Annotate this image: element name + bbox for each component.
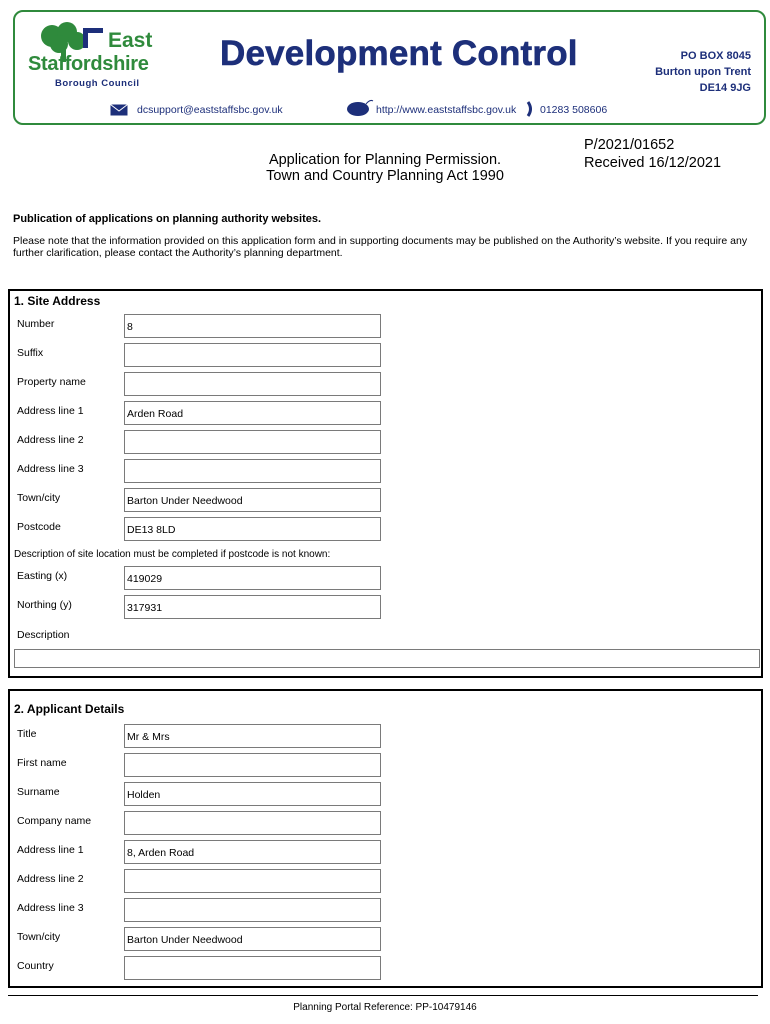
site-address-line-3-field[interactable] bbox=[124, 459, 381, 483]
site-suffix-field[interactable] bbox=[124, 343, 381, 367]
application-title-line-1: Application for Planning Permission. bbox=[268, 152, 502, 168]
address-line-3: DE14 9JG bbox=[699, 82, 751, 94]
easting-field[interactable]: 419029 bbox=[124, 566, 381, 590]
publication-text: Please note that the information provided on this application form and in supporting documents may be published on the Authority’s website. If you require any further clarification, please contact the Authority’s planning department. bbox=[13, 235, 748, 259]
site-property-name-field[interactable] bbox=[124, 372, 381, 396]
mouse-icon bbox=[346, 97, 374, 117]
application-reference bbox=[584, 136, 721, 172]
applicant-address-line-3-field[interactable] bbox=[124, 898, 381, 922]
site-town-field[interactable]: Barton Under Needwood bbox=[124, 488, 381, 512]
field-label: Postcode bbox=[17, 521, 61, 533]
email-link[interactable]: dcsupport@eaststaffsbc.gov.uk bbox=[137, 104, 283, 116]
site-postcode-field[interactable]: DE13 8LD bbox=[124, 517, 381, 541]
field-label: Country bbox=[17, 960, 54, 972]
field-label: Address line 3 bbox=[17, 902, 84, 914]
applicant-company-field[interactable] bbox=[124, 811, 381, 835]
applicant-town-field[interactable]: Barton Under Needwood bbox=[124, 927, 381, 951]
application-title bbox=[235, 152, 535, 184]
field-label: Address line 2 bbox=[17, 434, 84, 446]
applicant-title-field[interactable]: Mr & Mrs bbox=[124, 724, 381, 748]
field-label: Easting (x) bbox=[17, 570, 68, 582]
field-label: Description bbox=[17, 629, 70, 641]
logo-text-borough-council: Borough Council bbox=[55, 78, 140, 89]
website-link[interactable]: http://www.eaststaffsbc.gov.uk bbox=[376, 104, 517, 116]
northing-field[interactable]: 317931 bbox=[124, 595, 381, 619]
page-title: Development Control bbox=[220, 34, 578, 73]
description-field[interactable] bbox=[14, 649, 760, 668]
field-label: Town/city bbox=[17, 931, 61, 943]
applicant-address-line-1-field[interactable]: 8, Arden Road bbox=[124, 840, 381, 864]
site-number-field[interactable]: 8 bbox=[124, 314, 381, 338]
field-label: Address line 3 bbox=[17, 463, 84, 475]
field-label: First name bbox=[17, 757, 67, 769]
field-label: Address line 2 bbox=[17, 873, 84, 885]
logo-text-east: East bbox=[108, 29, 153, 52]
publication-heading: Publication of applications on planning authority websites. bbox=[13, 213, 322, 225]
location-note: Description of site location must be completed if postcode is not known: bbox=[14, 549, 331, 560]
logo-text-staffordshire: Staffordshire bbox=[28, 53, 149, 75]
applicant-first-name-field[interactable] bbox=[124, 753, 381, 777]
portal-reference: Planning Portal Reference: PP-10479146 bbox=[293, 1002, 477, 1013]
field-label: Title bbox=[17, 728, 37, 740]
field-label: Number bbox=[17, 318, 55, 330]
site-address-section bbox=[8, 289, 763, 678]
reference-number: P/2021/01652 bbox=[584, 137, 675, 153]
field-label: Suffix bbox=[17, 347, 44, 359]
field-label: Address line 1 bbox=[17, 844, 84, 856]
site-address-line-2-field[interactable] bbox=[124, 430, 381, 454]
applicant-address-line-2-field[interactable] bbox=[124, 869, 381, 893]
envelope-icon bbox=[110, 104, 128, 116]
field-label: Company name bbox=[17, 815, 92, 827]
received-date: Received 16/12/2021 bbox=[584, 155, 722, 171]
address-line-2: Burton upon Trent bbox=[655, 66, 751, 78]
field-label: Town/city bbox=[17, 492, 61, 504]
section-title: 1. Site Address bbox=[14, 294, 101, 308]
applicant-details-section bbox=[8, 689, 763, 988]
applicant-country-field[interactable] bbox=[124, 956, 381, 980]
footer-divider bbox=[8, 995, 758, 996]
section-title: 2. Applicant Details bbox=[14, 702, 125, 716]
site-address-line-1-field[interactable]: Arden Road bbox=[124, 401, 381, 425]
address-line-1: PO BOX 8045 bbox=[680, 50, 751, 62]
field-label: Northing (y) bbox=[17, 599, 72, 611]
phone-number: 01283 508606 bbox=[540, 104, 608, 116]
field-label: Property name bbox=[17, 376, 86, 388]
phone-icon bbox=[526, 101, 536, 117]
application-title-line-2: Town and Country Planning Act 1990 bbox=[266, 168, 504, 184]
field-label: Surname bbox=[17, 786, 60, 798]
applicant-surname-field[interactable]: Holden bbox=[124, 782, 381, 806]
field-label: Address line 1 bbox=[17, 405, 84, 417]
